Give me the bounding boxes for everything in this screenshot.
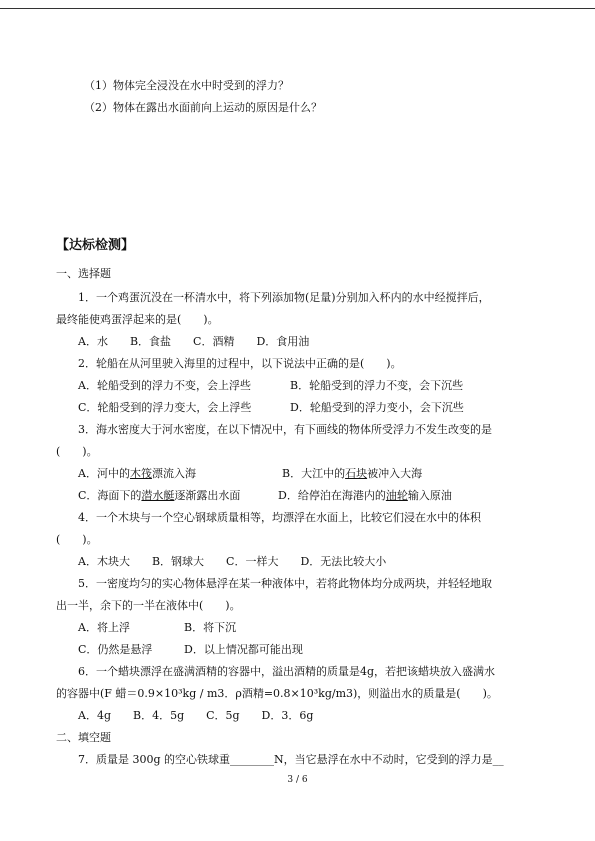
part-title-choice: 一、选择题 — [56, 267, 111, 280]
q3-option-d-underlined: 油轮 — [385, 489, 408, 502]
q5-line-1: 5．一密度均匀的实心物体悬浮在某一种液体中，若将此物体均分成两块，并轻轻地取 — [78, 577, 492, 590]
q5-option-d: D．以上情况都可能出现 — [184, 643, 303, 656]
q7-line-1: 7．质量是 300g 的空心铁球重________N，当它悬浮在水中不动时，它受到的浮力是__ — [78, 753, 504, 766]
q5-option-c: C．仍然是悬浮 — [78, 643, 153, 656]
q1-line-2: 最终能使鸡蛋浮起来的是( )。 — [56, 313, 219, 326]
section-heading: 【达标检测】 — [56, 238, 135, 253]
prior-question-2: （2）物体在露出水面前向上运动的原因是什么？ — [84, 101, 322, 114]
q3-option-d: D．给停泊在海港内的油轮输入原油 — [278, 489, 452, 502]
q2-option-a: A．轮船受到的浮力不变，会上浮些 — [78, 379, 251, 392]
q3-option-a-underlined: 木筏 — [129, 467, 152, 480]
q3-option-b-underlined: 石块 — [345, 467, 368, 480]
q3-option-a: A．河中的木筏漂流入海 — [78, 467, 196, 480]
q5-option-b: B．将下沉 — [184, 621, 237, 634]
q5-line-2: 出一半，余下的一半在液体中( )。 — [56, 599, 241, 612]
q2-line-1: 2．轮船在从河里驶入海里的过程中，以下说法中正确的是( )。 — [78, 357, 402, 370]
q3-line-1: 3．海水密度大于河水密度，在以下情况中，有下画线的物体所受浮力不发生改变的是 — [78, 423, 492, 436]
q6-line-1: 6．一个蜡块漂浮在盛满酒精的容器中，溢出酒精的质量是4g，若把该蜡块放入盛满水 — [78, 665, 496, 678]
q4-line-2: ( )。 — [56, 533, 98, 546]
q3-option-c-underlined: 潜水艇 — [141, 489, 175, 502]
q1-line-1: 1．一个鸡蛋沉没在一杯清水中，将下列添加物(足量)分别加入杯内的水中经搅拌后， — [78, 291, 490, 304]
q6-options: A．4g B．4．5g C．5g D．3．6g — [78, 709, 314, 722]
q6-line-2: 的容器中(F 蜡＝0.9×10³kg / m3．ρ酒精=0.8×10³kg/m3)，则溢出水的质量是( )。 — [56, 687, 498, 700]
page-number: 3 / 6 — [287, 775, 308, 785]
q5-option-a: A．将上浮 — [78, 621, 130, 634]
q4-options: A．木块大 B．钢球大 C．一样大 D．无法比较大小 — [78, 555, 387, 568]
q2-option-c: C．轮船受到的浮力变大，会上浮些 — [78, 401, 252, 414]
part-title-fill: 二、填空题 — [56, 731, 111, 744]
q2-option-d: D．轮船受到的浮力变小，会下沉些 — [290, 401, 464, 414]
q3-line-2: ( )。 — [56, 445, 98, 458]
q1-options: A．水 B．食盐 C．酒精 D．食用油 — [78, 335, 310, 348]
q3-option-c: C．海面下的潜水艇逐渐露出水面 — [78, 489, 241, 502]
q3-option-b: B．大江中的石块被冲入大海 — [282, 467, 423, 480]
header-rule — [0, 8, 595, 9]
q4-line-1: 4．一个木块与一个空心钢球质量相等，均漂浮在水面上，比较它们浸在水中的体积 — [78, 511, 481, 524]
prior-question-1: （1）物体完全浸没在水中时受到的浮力？ — [84, 79, 289, 92]
q2-option-b: B．轮船受到的浮力不变，会下沉些 — [290, 379, 464, 392]
